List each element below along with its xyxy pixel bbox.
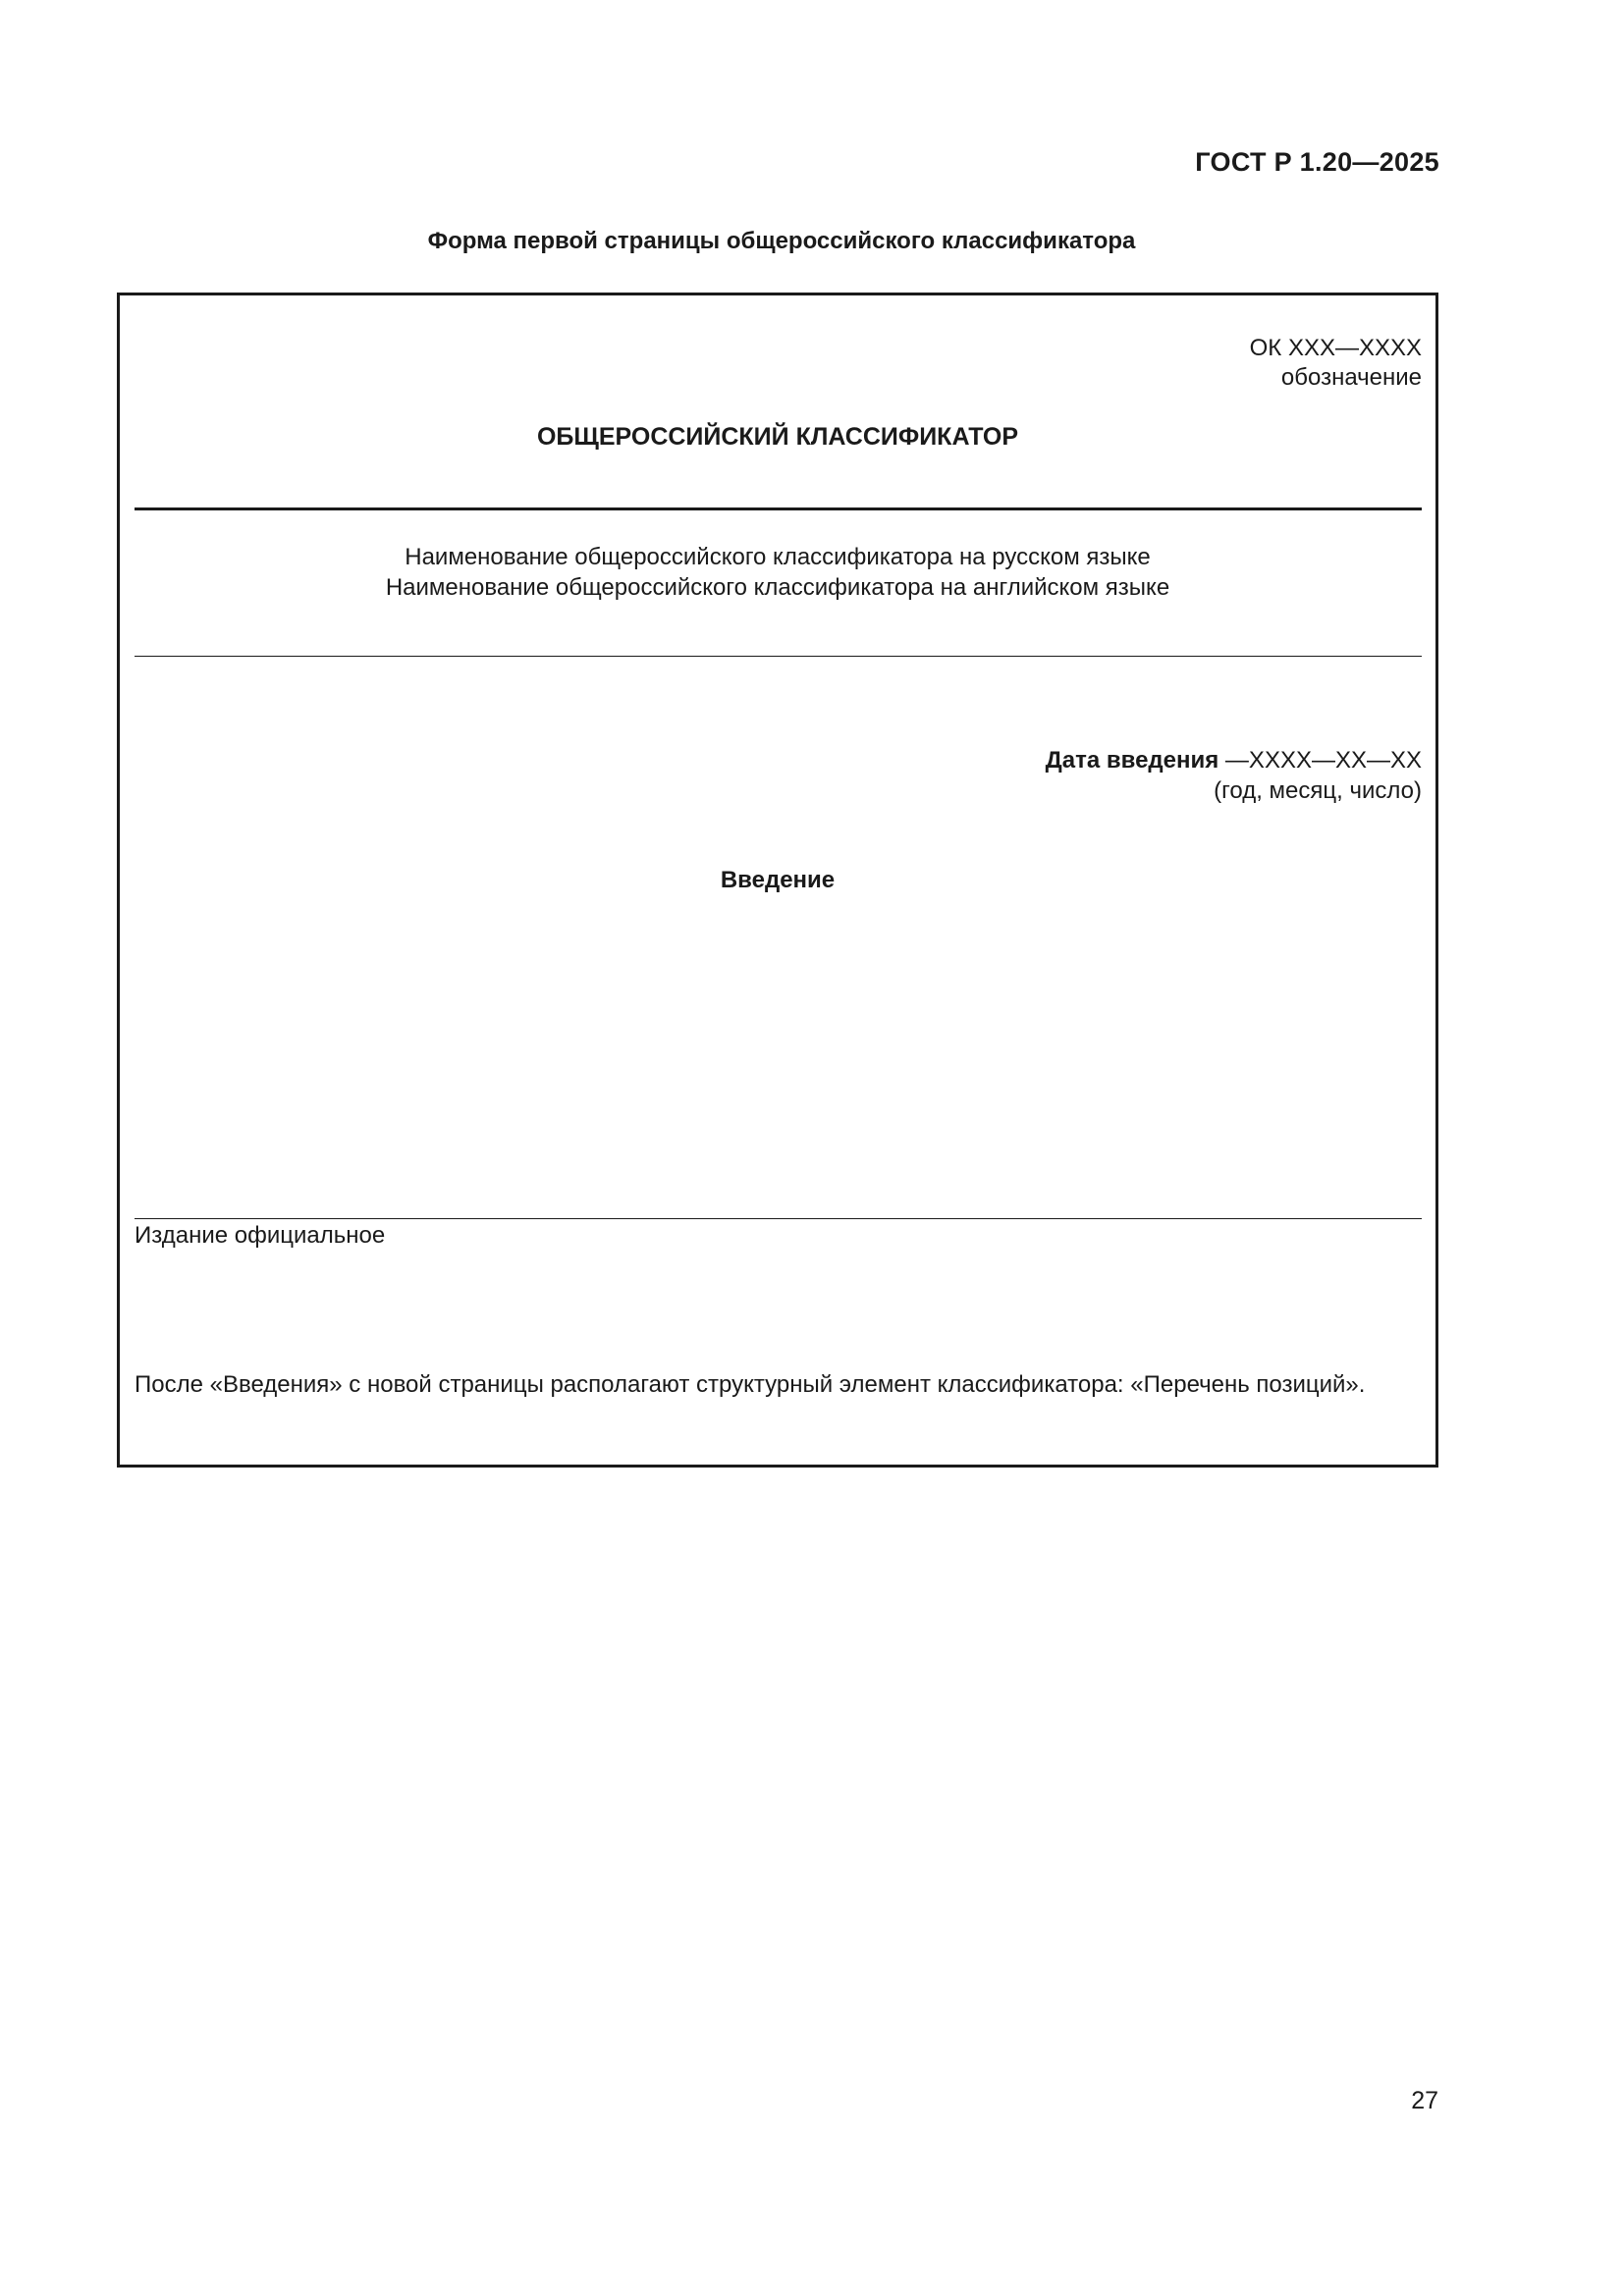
introduction-heading: Введение [720,867,836,893]
classifier-name-en: Наименование общероссийского классификатора на английском языке [385,574,1170,601]
divider [135,1218,1422,1219]
official-edition-label: Издание официальное [135,1222,386,1249]
intro-date [1046,747,1422,774]
designation-code: ОК XXX—XXXX [1249,335,1422,361]
classifier-heading: ОБЩЕРОССИЙСКИЙ КЛАССИФИКАТОР [536,423,1019,451]
classifier-name-ru: Наименование общероссийского классификатора на русском языке [405,544,1151,570]
divider [135,656,1422,657]
after-introduction-note: После «Введения» с новой страницы располагают структурный элемент классификатора: «Перечень позиций». [135,1371,1366,1398]
designation-label: обозначение [1280,364,1422,391]
form-caption: Форма первой страницы общероссийского классификатора [427,228,1136,254]
divider [135,507,1422,510]
document-code: ГОСТ Р 1.20—2025 [1195,147,1439,177]
form-frame [117,293,1438,1468]
page-number: 27 [1411,2087,1438,2114]
intro-date-label: Дата введения [1045,747,1219,774]
intro-date-hint: (год, месяц, число) [1214,777,1422,804]
intro-date-value: —XXXX—XX—XX [1218,747,1422,774]
